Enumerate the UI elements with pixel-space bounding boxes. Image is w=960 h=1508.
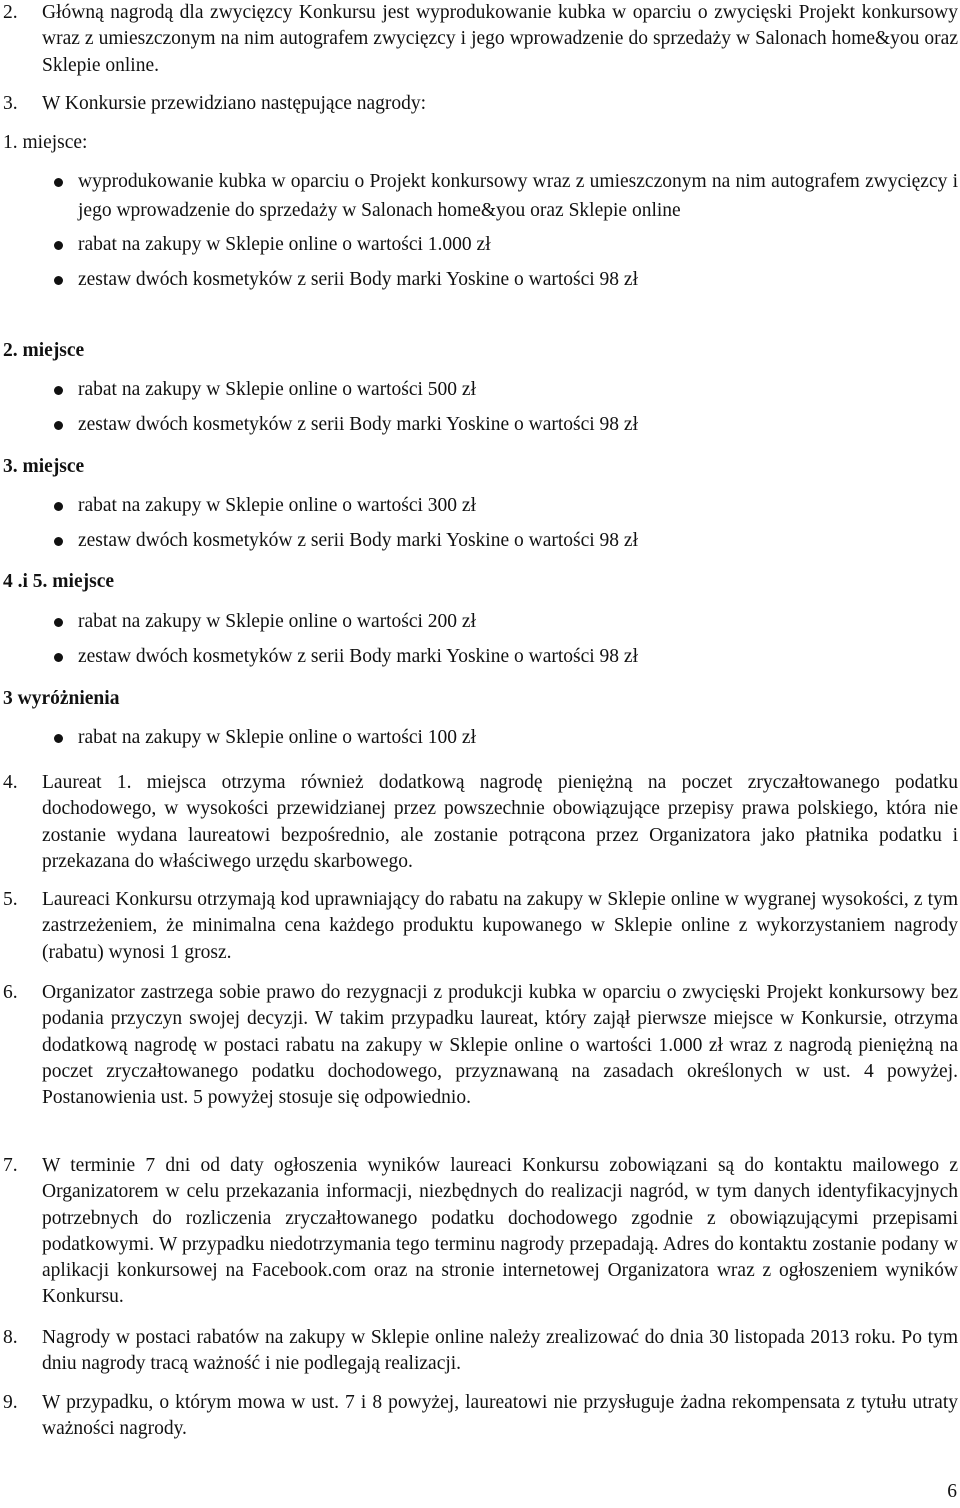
list-item (0, 376, 958, 405)
prize-list-distinctions (0, 724, 958, 759)
section-text: W terminie 7 dni od daty ogłoszenia wyników laureaci Konkursu zobowiązani są do kontaktu mailowego z Organizatorem w celu przekazania informacji, niezbędnych do realizacji nagród, w tym danych identyfikacyjnych potrzebnych do rozliczenia zryczałtowanego podatku dochodowego zgodnie z obowiązującymi przepisami podatkowymi. W przypadku niedotrzymania tego terminu nagrody przepadają. Adres do kontaktu zostanie podany w aplikacji konkursowej na Facebook.com oraz na stronie internetowej Organizatora wraz z ogłoszeniem wyników Konkursu. (42, 1155, 958, 1308)
prize-place-label: 4 .i 5. miejsce (3, 571, 115, 592)
section-text: Laureat 1. miejsca otrzyma również dodatkową nagrodę pieniężną na poczet zryczałtowanego podatku dochodowego, w wysokości przewidzianej przez powszechnie obowiązujące przepisy prawa polskiego, która nie zostanie wydana laureatowi bezpośrednio, ale zostanie potrącona przez Organizatora jako płatnika podatku i przekazana do właściwego urzędu skarbowego. (42, 772, 958, 872)
list-item (0, 411, 958, 440)
prize-place-label: 3 wyróżnienia (3, 688, 120, 709)
list-item (0, 643, 958, 672)
section-text: W przypadku, o którym mowa w ust. 7 i 8 powyżej, laureatowi nie przysługuje żadna rekompensata z tytułu utraty ważności nagrody. (42, 1392, 958, 1440)
bullet-icon (54, 734, 63, 743)
section-text: Główną nagrodą dla zwycięzcy Konkursu jest wyprodukowanie kubka w oparciu o zwycięski Projekt konkursowy wraz z umieszczonym na nim autografem zwycięzcy i jego wprowadzenie do sprzedaży w Salonach home&you oraz Sklepie online. (42, 2, 958, 76)
section-number: 3. (3, 93, 18, 114)
section-number: 5. (3, 889, 18, 910)
prize-list-place-2 (0, 376, 958, 445)
section-6 (0, 980, 958, 1111)
prize-text: zestaw dwóch kosmetyków z serii Body marki Yoskine o wartości 98 zł (78, 268, 638, 290)
section-number: 6. (3, 982, 18, 1003)
prize-list-place-1 (0, 168, 958, 300)
prize-text: rabat na zakupy w Sklepie online o wartości 300 zł (78, 495, 477, 516)
section-number: 7. (3, 1155, 18, 1176)
section-number: 2. (3, 2, 18, 23)
section-9 (0, 1390, 958, 1443)
bullet-icon (54, 537, 63, 546)
section-number: 9. (3, 1392, 18, 1413)
section-2 (0, 0, 958, 79)
section-3 (0, 91, 958, 117)
prize-text: rabat na zakupy w Sklepie online o wartości 200 zł (78, 611, 477, 632)
bullet-icon (54, 502, 63, 511)
prize-text: zestaw dwóch kosmetyków z serii Body marki Yoskine o wartości 98 zł (78, 529, 638, 551)
prize-list-place-3 (0, 492, 958, 561)
bullet-icon (54, 618, 63, 627)
prize-place-label: 1. miejsce: (3, 132, 88, 153)
bullet-icon (54, 241, 63, 250)
list-item (0, 527, 958, 556)
section-text: Nagrody w postaci rabatów na zakupy w Sklepie online należy zrealizować do dnia 30 listopada 2013 roku. Po tym dniu nagrody tracą ważność i nie podlegają realizacji. (42, 1327, 958, 1375)
bullet-icon (54, 276, 63, 285)
prize-text: wyprodukowanie kubka w oparciu o Projekt konkursowy wraz z umieszczonym na nim autografem zwycięzcy i jego wprowadzenie do sprzedaży w Salonach home&you oraz Sklepie online (78, 171, 958, 221)
bullet-icon (54, 178, 63, 187)
prize-text: rabat na zakupy w Sklepie online o wartości 500 zł (78, 379, 477, 400)
section-8 (0, 1325, 958, 1378)
prize-text: zestaw dwóch kosmetyków z serii Body marki Yoskine o wartości 98 zł (78, 645, 638, 667)
prize-list-place-4-5 (0, 608, 958, 677)
list-item (0, 608, 958, 637)
section-5 (0, 887, 958, 966)
bullet-icon (54, 421, 63, 430)
section-text: Laureaci Konkursu otrzymają kod uprawniający do rabatu na zakupy w Sklepie online w wygranej wysokości, z tym zastrzeżeniem, że minimalna cena każdego produktu kupowanego w Sklepie online z wykorzystaniem nagrody (rabatu) wynosi 1 grosz. (42, 889, 958, 963)
section-number: 8. (3, 1327, 18, 1348)
list-item (0, 492, 958, 521)
page-number: 6 (947, 1481, 957, 1502)
prize-text: zestaw dwóch kosmetyków z serii Body marki Yoskine o wartości 98 zł (78, 413, 638, 435)
prize-text: rabat na zakupy w Sklepie online o wartości 1.000 zł (78, 234, 491, 255)
section-text: W Konkursie przewidziano następujące nagrody: (42, 93, 427, 114)
section-7 (0, 1153, 958, 1311)
section-text: Organizator zastrzega sobie prawo do rezygnacji z produkcji kubka w oparciu o zwycięski Projekt konkursowy bez podania przyczyn swojej decyzji. W takim przypadku laureat, który zajął pierwsze miejsce w Konkursie, otrzyma dodatkową nagrodę w postaci rabatu na zakupy w Sklepie online o wartości 1.000 zł wraz z nagrodą pieniężną na poczet zryczałtowanego podatku dochodowego, przyznawaną na zasadach określonych w ust. 4 powyżej. Postanowienia ust. 5 powyżej stosuje się odpowiednio. (42, 982, 958, 1109)
list-item (0, 231, 958, 260)
bullet-icon (54, 386, 63, 395)
section-number: 4. (3, 772, 18, 793)
bullet-icon (54, 653, 63, 662)
list-item (0, 266, 958, 295)
list-item (0, 168, 958, 225)
list-item (0, 724, 958, 753)
section-4 (0, 770, 958, 875)
prize-text: rabat na zakupy w Sklepie online o wartości 100 zł (78, 727, 477, 748)
prize-place-label: 2. miejsce (3, 340, 85, 361)
prize-place-label: 3. miejsce (3, 456, 85, 477)
